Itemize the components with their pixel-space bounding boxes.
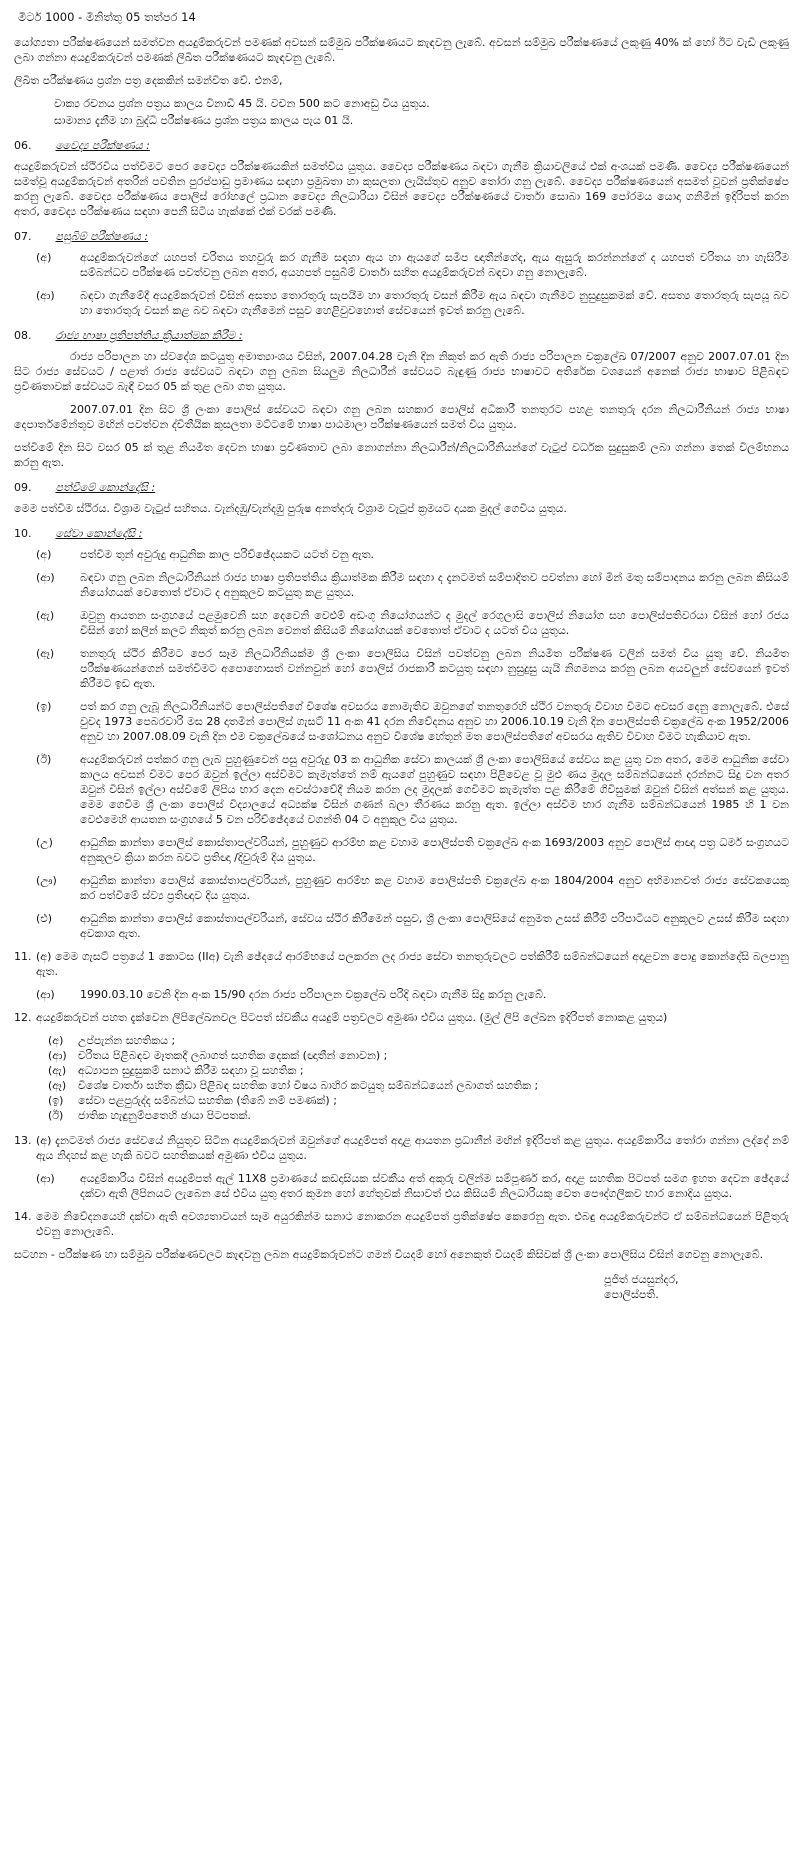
item-text: පත් කර ගනු ලැබූ නිලධාරිනියන්ට පොලිස්පතිගේ විශේෂ අවසරය නොමැතිව ඔවුනගේ තනතුරෙහි ස්ථිර වනතුරු විවාහ වීමට අවසර දෙනු නොලැබේ. එසේ වුවද 1973 පෙබරවාරි මස 28 දාතමින් පොලිස් ගැසට් 11 අංක 41 දරන නිවේදනය අනුව හා 2006.10.19 වැනි දින පොලිස්පති චක්‍රලේඛ අංක 1952/2006 අනුව හා 2007.08.09 වැනි දින එම චක්‍රලේඛයේ සංශෝධනය අනුව විශේෂ හේතූන් මත පොලිස්පතිගේ අවසරය ඇතිව විවාහ වීමට හැකියාව ඇත. xyxy=(80,700,789,743)
section-number: 08. xyxy=(14,329,32,342)
section-09-heading xyxy=(14,480,789,495)
document-list-item xyxy=(48,1108,789,1123)
section-06-heading xyxy=(14,138,789,153)
item-text: සේවා පළපුරුද්ද සම්බන්ධ සහතික (තිබේ නම් පමණක්) ; xyxy=(78,1094,337,1107)
section-number: 10. xyxy=(14,527,32,540)
section-number: 12. xyxy=(14,1011,32,1024)
item-marker: (ඉ) xyxy=(36,700,52,713)
service-condition-item xyxy=(36,547,789,562)
service-condition-item xyxy=(36,835,789,865)
section-number: 06. xyxy=(14,139,32,152)
background-check-item xyxy=(36,288,789,318)
item-text: පත්වීම තුන් අවුරුදු ආධුනික කාල පරිච්ඡේදයකට යටත් වනු ඇත. xyxy=(80,548,375,561)
section-11-item xyxy=(36,987,789,1002)
essay-paper-line: වාක්‍ය රචනය ප්‍රශ්න පත්‍රය කාලය විනාඩි 45 යි. වචන 500 කට නොඅඩු විය යුතුය. xyxy=(54,97,430,110)
item-marker: (අ) xyxy=(36,548,52,561)
item-marker: (අ) xyxy=(36,251,52,264)
language-policy-paragraph: රාජ්‍ය පරිපාලන හා ස්වදේශ කටයුතු අමාත්‍යාංශය විසින්, 2007.04.28 වැනි දින නිකුත් කර ඇති රාජ්‍ය පරිපාලන චක්‍රලේඛ 07/2007 අනුව 2007.07.01 දින සිට රාජ්‍ය සේවයට / පළාත් රාජ්‍ය සේවයට බඳවා ගනු ලබන සියලුම නිලධාරීන් සේවයට බැඳුණු රාජ්‍ය භාෂාවට අතිරේක වශයෙන් අනෙක් රාජ්‍ය භාෂාව පිළිබඳව ප්‍රවීණතාවක් සේවයට බැඳී වසර 05 ක් තුළ ලබා ගත යුතුය. xyxy=(14,350,789,393)
item-text: ඔවුනු ආයතන සංග්‍රහයේ පළමුවෙනි සහ දෙවෙනි වෙළුම් අඩංගු නියෝගයන්ට ද මුදල් රෙගුලාසි පොලිස් නියෝග සහ පොලිස්පතිවරයා විසින් හෝ රජය විසින් හෝ කලින් කලට නිකුත් කරනු ලබන වෙනත් කිසියම් නියෝගයක් වෙතොත් ඒවාට ද යටත් විය යුතුය. xyxy=(80,609,789,637)
item-text: (අ) මෙම ගැසට් පත්‍රයේ 1 කොටස (IIඅ) වැනි ඡේදයේ ආරම්භයේ පලකරන ලද රාජ්‍ය සේවා තනතුරුවලට පත්කිරීම් සම්බන්ධයෙන් අදාළවන පොදු කොන්දේසි බලපානු ඇත. xyxy=(36,950,789,978)
service-condition-item xyxy=(36,911,789,941)
item-text: මෙම නිවේදනයෙහි දක්වා ඇති අවශ්‍යතාවයන් සෑම අයුරකින්ම සනාථ නොකරන අයදුම්පත් ප්‍රතික්ෂේප කෙරෙනු ඇත. එබඳු අයදුම්කරුවන්ට ඒ සම්බන්ධයෙන් පිළිතුරු එවනු නොලැබේ. xyxy=(36,1210,789,1238)
item-marker: (ඉ) xyxy=(48,1094,64,1107)
running-header: මීටර් 1000 - මිනිත්තු 05 තත්පර 14 xyxy=(18,10,196,24)
item-marker: (අ) xyxy=(48,1034,64,1047)
section-13-item xyxy=(36,1171,789,1201)
item-marker: (ආ) xyxy=(36,1172,55,1185)
section-07-heading xyxy=(14,229,789,244)
item-marker: (ඊ) xyxy=(36,753,52,766)
service-condition-item xyxy=(36,646,789,691)
item-marker: (ඌ) xyxy=(36,874,57,887)
section-title: වෛද්‍ය පරීක්ෂණය : xyxy=(55,139,150,152)
section-14 xyxy=(14,1209,789,1239)
signatory-title: පොලිස්පති. xyxy=(604,1288,659,1301)
signature-block xyxy=(604,1272,789,1302)
item-text: උප්පැන්න සහතිකය ; xyxy=(78,1034,176,1047)
signatory-name: පූජිත් ජයසුන්දර, xyxy=(604,1273,679,1286)
section-12-lead xyxy=(14,1010,789,1025)
item-marker: (ආ) xyxy=(36,988,55,1001)
item-marker: (ඇ) xyxy=(48,1064,67,1077)
item-marker: (ඇ) xyxy=(36,609,55,622)
item-text: බඳවා ගැනීමේදී අයදුම්කරුවන් විසින් අසත්‍ය තොරතුරු සැපයීම හා තොරතුරු වසන් කිරීම ඇය බඳවා ගැනීමට නුසුදුසුකමක් වේ. අසත්‍ය තොරතුරු සැපයූ බව හා තොරතුරු වසන් කළ බව බඳවා ගැනීමෙන් පසුව හෙළිවුවහොත් සේවයෙන් ඉවත් කරනු ලැබේ. xyxy=(80,289,789,317)
item-text: (අ) දැනටමත් රාජ්‍ය සේවයේ නියුතුව සිටින අයදුම්කරුවන් ඔවුන්ගේ අයදුම්පත් අදාළ ආයතන ප්‍රධානීන් මඟින් ඉදිරිපත් කළ යුතුය. අයදුම්කාරිය තෝරා ගන්නා ලද්දේ නම් ඇය නිදහස් කළ හැකි බවට සහතිකයක් අමුණා එවිය යුතුය. xyxy=(36,1134,789,1162)
item-text: අධ්‍යාපන සුදුසුකම් සනාථ කිරීම සඳහා වූ සහතික ; xyxy=(78,1064,304,1077)
section-title: රාජ්‍ය භාෂා ප්‍රතිපත්තිය ක්‍රියාත්මක කිරීම : xyxy=(55,329,243,342)
item-text: අයදුම්කරුවන් පහත දැක්වෙන ලිපිලේඛනවල පිටපත් ස්වකීය අයදුම් පත්‍රවලට අමුණා එවිය යුතුය. (මුල් ලිපි ලේඛන ඉදිරිපත් නොකළ යුතුය) xyxy=(36,1011,668,1024)
item-text: අයදුම්කාරිය විසින් අයදුම්පත් ඇල් 11X8 ප්‍රමාණයේ කඩදාසියක ස්වකීය අත් අකුරු වලින්ම සම්පූර්ණ කර, අදාළ සහතික පිටපත් සමග ඉහත දෙවන ඡේදයේ දක්වා ඇති ලිපිනයට ලැබෙන සේ එවිය යුතු අතර කුමන හෝ හේතුවක් නිසාවත් එය කිසියම් නිලධාරියකු වෙත පෞද්ගලිකව භාර නොදිය යුතුය. xyxy=(80,1172,789,1200)
service-condition-item xyxy=(36,570,789,600)
document-list-item xyxy=(48,1048,789,1063)
item-marker: (ඈ) xyxy=(36,647,55,660)
section-number: 11. xyxy=(14,950,32,963)
section-number: 13. xyxy=(14,1134,32,1147)
item-marker: (ආ) xyxy=(48,1049,67,1062)
item-text: 1990.03.10 වෙනි දින අංක 15/90 දරන රාජ්‍ය පරිපාලන චක්‍රලේඛ පරිදි බඳවා ගැනීම සිදු කරනු ලැබේ. xyxy=(80,988,547,1001)
section-08-heading xyxy=(14,328,789,343)
document-list-item xyxy=(48,1063,789,1078)
item-text: තනතුරු ස්ථිර කිරීමට පෙර සෑම නිලධාරිනියක්ම ශ්‍රී ලංකා පොලිසිය විසින් පවත්වනු ලබන නියමිත පරීක්ෂණ වලින් සමත් විය යුතු වේ. නියමිත පරීක්ෂණයන්ගෙන් සමත්වීමට අපොහොසත් වන්නවුන් හෝ පොලිස් රාජකාරී කටයුතු සඳහා නුසුදුසු යැයි නිගමනය කරනු ලබන අයවලුන් සේවයෙන් ඉවත් කිරීමට ඉඩ ඇත. xyxy=(80,647,789,690)
document-list-item xyxy=(48,1033,789,1048)
appointment-conditions-paragraph: මෙම පත්වීම ස්ථිරය. විශ්‍රාම වැටුප් සහිතය. වැන්දඹු/වැන්දඹු පුරුෂ අනත්දරු විශ්‍රාම වැටුප් ක්‍රමයට දායක මුදල් ගෙවිය යුතුය. xyxy=(14,502,567,515)
section-title: පත්වීමේ කොන්දේසි : xyxy=(55,481,156,494)
item-marker: (ආ) xyxy=(36,289,55,302)
section-title: පසුබිම් පරීක්ෂණය : xyxy=(55,230,149,243)
item-text: ජාතික හැඳුනුම්පතෙහි ඡායා පිටපතක්. xyxy=(78,1109,251,1122)
medical-exam-paragraph: අයදුම්කරුවන් ස්ථිරවීය පත්වීමට පෙර වෛද්‍ය පරීක්ෂණයකින් සමත්විය යුතුය. වෛද්‍ය පරීක්ෂණය බඳවා ගැනීම ක්‍රියාවලියේ එක් අංශයක් පමණි. වෛද්‍ය පරීක්ෂණයෙන් සමත්වූ අයදුම්කරුවන් අතරින් පවතින පුරප්පාඩු ප්‍රමාණය සඳහා ප්‍රමුඛතා හා කුසලතා ලැයිස්තුව අනුව තෝරා ගනු ලැබේ. වෛද්‍ය පරීක්ෂණයෙන් අසමත් වූවන් ප්‍රතික්ෂේප කරනු ලැබේ. වෛද්‍ය පරීක්ෂණය පොලිස් රෝහලේ ප්‍රධාන වෛද්‍ය නිලධාරියා විසින් වෛද්‍ය පරීක්ෂණයේ වාර්තා සොබා 169 පෝරමය යොදා ගනිමින් ඉදිරිපත් කරන අතර, වෛද්‍ය පරීක්ෂණය සඳහා පෙනී සිටිය හැක්කේ එක් වරක් පමණි. xyxy=(14,160,789,218)
service-condition-item xyxy=(36,873,789,903)
intro-paragraph: යෝග්‍යතා පරීක්ෂණයෙන් සමත්වන අයදුම්කරුවන් පමණක් අවසන් සම්මුඛ පරීක්ෂණයට කැඳවනු ලැබේ. අවසන් සම්මුඛ පරීක්ෂණයේ ලකුණු 40% ක් හෝ ඊට වැඩි ලකුණු ලබා ගන්නා අයදුම්කරුවන් පමණක් ලිඛිත පරීක්ෂණයට කැඳවනු ලැබේ. xyxy=(14,36,789,64)
section-11-lead xyxy=(14,949,789,979)
service-condition-item xyxy=(36,752,789,827)
service-condition-item xyxy=(36,699,789,744)
section-number: 07. xyxy=(14,230,32,243)
background-check-item xyxy=(36,250,789,280)
document-list-item xyxy=(48,1093,789,1108)
section-10-heading xyxy=(14,526,789,541)
item-marker: (උ) xyxy=(36,836,53,849)
general-knowledge-paper-line: සාමාන්‍ය දැනීම හා බුද්ධි පරීක්ෂණය ප්‍රශ්න පත්‍රය කාලය පැය 01 යි. xyxy=(54,114,354,127)
service-condition-item xyxy=(36,608,789,638)
item-text: බඳවා ගනු ලබන නිලධාරිනියන් රාජ්‍ය භාෂා ප්‍රතිපත්තිය ක්‍රියාත්මක කිරීම සඳහා ද දැනටමත් සම්පාදිතව පවත්නා හෝ මින් මතු සම්පාදනය කරනු ලබන කිසියම් නියෝගයක් වෙතොත් ඒවාට ද අනුකූලව කටයුතු කළ යුතුය. xyxy=(80,571,789,599)
item-marker: (ආ) xyxy=(36,571,55,584)
item-marker: (ඊ) xyxy=(48,1109,64,1122)
section-number: 09. xyxy=(14,481,32,494)
item-text: ආධුනික කාන්තා පොලිස් කොස්තාපල්වරියන්, පුහුණුව ආරම්භ කළ වහාම පොලිස්පති චක්‍රලේඛ අංක 1693/2003 අනුව පොලිස් ආඥා පත්‍ර ධර්ම සංග්‍රහයට අනුකූලව ක්‍රියා කරන බවට ප්‍රතිඥා /දිවුරුම් දිය යුතුය. xyxy=(80,836,789,864)
item-text: විශේෂ වාර්තා සහිත ක්‍රීඩා පිළිබඳ සහතික හෝ විෂය බාහිර කටයුතු සම්බන්ධයෙන් ලබාගත් සහතික ; xyxy=(78,1079,539,1092)
language-policy-paragraph: පත්වීමේ දින සිට වසර 05 ක් තුළ නියමිත දෙවන භාෂා ප්‍රවීණතාව ලබා නොගන්නා නිලධාරීන්/නිලධාරිනියන්ගේ වැටුප් වර්ධක සුදුසුකම් ලබා ගන්නා තෙක් විලම්භනය කරනු ඇත. xyxy=(14,441,789,469)
section-title: සේවා කොන්දේසි : xyxy=(55,527,143,540)
item-text: චරිතය පිළිබඳව මෑතකදී ලබාගත් සහතික දෙකක් (ඥාතීන් නොවන) ; xyxy=(78,1049,388,1062)
document-list-item xyxy=(48,1078,789,1093)
travel-expenses-note: සටහන - පරීක්ෂණ හා සම්මුඛ පරීක්ෂණවලට කැඳවනු ලබන අයදුම්කරුවන්ට ගමන් වියදම් හෝ අනෙකුත් වියදම් කිසිවක් ශ්‍රී ලංකා පොලිසිය විසින් ගෙවනු නොලැබේ. xyxy=(14,1248,764,1261)
item-text: ආධුනික කාන්තා පොලිස් කොස්තාපල්වරියන්, පුහුණුව ආරම්භ කළ වහාම පොලිස්පති චක්‍රලේඛ අංක 1804/2004 අනුව අභිමානවත් රාජ්‍ය සේවකයෙකු කර පත්වීමේ ස්ව්‍ය ප්‍රතිඥාව දිය යුතුය. xyxy=(80,874,789,902)
item-marker: (එ) xyxy=(36,912,53,925)
item-text: ආධුනික කාන්තා පොලිස් කොස්තාපල්වරියන්, සේවය ස්ථිර කිරීමෙන් පසුව, ශ්‍රී ලංකා පොලිසියේ අනුමත උසස් කිරීම් පරිපාටියට අනුකූලව උසස් කිරීම සඳහා අවකාශ ඇත. xyxy=(80,912,789,940)
written-exam-intro: ලිඛිත පරීක්ෂණය ප්‍රශ්න පත්‍ර දෙකකින් සමන්විත වේ. එනම්, xyxy=(14,74,283,87)
section-13-lead xyxy=(14,1133,789,1163)
section-number: 14. xyxy=(14,1210,32,1223)
item-text: අයදුම්කරුවන් පත්කර ගනු ලැබ පුහුණුවෙන් පසු අවුරුදු 03 ක ආධුනික සේවා කාලයක් ශ්‍රී ලංකා පොලිසියේ සේවය කළ යුතු වන අතර, මෙම ආධුනික සේවා කාලය අවසන් වීමට පෙර ඔවුන් ඉල්ලා අස්වීමට කැමැත්තේ නම් ඇයගේ පුහුණුව සඳහා පිළිවෙළ වූ මුළු ණය මුදල සම්බන්ධයෙන් දරන්නට සිදු වන අතර ඔවුන් විසින් ඉල්ලා අස්වීමේ ලිපිය භාර දෙන අවස්ථාවේදී නියම කරන ලද මුදලක් ගෙවීමට කැමැත්ත පළ කිරීමේ ගිවිසුමක් ඔවුන් විසින් අත්සන් කළ යුතුය. මෙම ගෙවීම ශ්‍රී ලංකා පොලිස් විද්‍යාලයේ අධ්‍යක්ෂ විසින් ගණන් බලා තීරණය කරනු ඇත. ඉල්ලා අස්වීම භාර ගැනීම සම්බන්ධයෙන් 1985 හි 1 වන වෙළුමෙහි ආයතන සංග්‍රහයේ 5 වන පරිච්ඡේදයේ වගන්ති 04 ට අනුකූල විය යුතුය. xyxy=(80,753,789,826)
item-text: අයදුම්කරුවන්ගේ යහපත් චරිතය තහවුරු කර ගැනීම සඳහා ඇය හා ඇයගේ සමීප ඥාතීන්ගේද, ඇය ඇසුරු කරන්නන්ගේ ද යහපත් චරිතය හා හැසිරීම සම්බන්ධව පරීක්ෂණ පවත්වනු ලබන අතර, අයහපත් පසුබිම් වාර්තා සහිත අයදුම්කරුවන් බඳවා ගනු නොලැබේ. xyxy=(80,251,789,279)
language-policy-paragraph: 2007.07.01 දින සිට ශ්‍රී ලංකා පොලිස් සේවයට බඳවා ගනු ලබන සහකාර පොලිස් අධිකාරී තනතුරට පහළ තනතුරු දරන නිලධාරීනියන් රාජ්‍ය භාෂා දෙපාර්තමේන්තුව මඟින් පවත්වන ද්විතීයික කුසලතා මට්ටමේ භාෂා පාඨමාලා පරීක්ෂණයෙන් සමත් විය යුතුය. xyxy=(14,403,789,431)
item-marker: (ඈ) xyxy=(48,1079,67,1092)
